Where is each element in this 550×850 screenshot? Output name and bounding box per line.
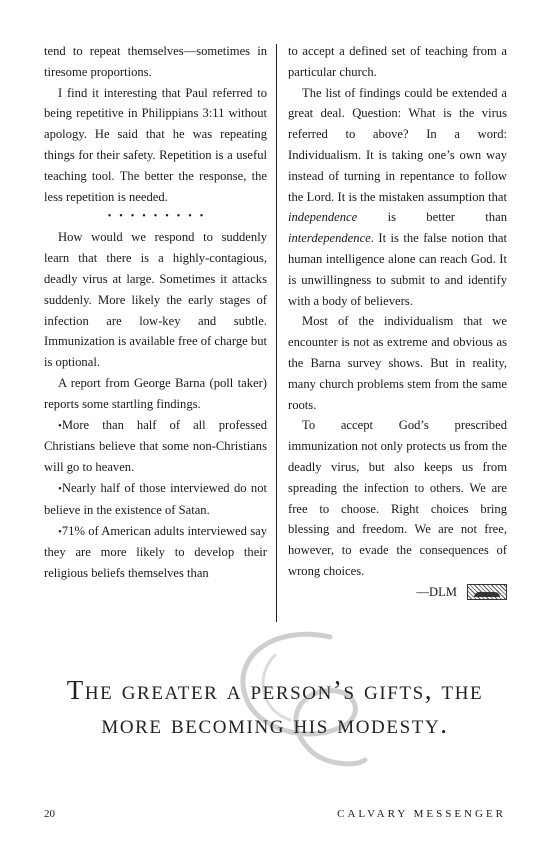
paragraph: How would we respond to suddenly learn that there is a highly-contagious, deadly virus at large. Sometimes it attacks suddenly. More likely the early stages of infection are low-key and subtle. Immunization is available free of charge but is optional. <box>44 230 267 370</box>
paragraph: to accept a defined set of teaching from a particular church. <box>288 44 507 79</box>
publisher-logo-icon <box>467 584 507 600</box>
paragraph-text: . It is the false notion that human intelligence alone can reach God. It is unwillingness to submit to and identify with a body of believers. <box>288 231 507 308</box>
paragraph: To accept God’s prescribed immunization not only protects us from the deadly virus, but also keeps us from spreading the infection to others. We are free to choose. Right choices bring blessing and freedom. We are not free, however, to evade the consequences of wrong choices. <box>288 418 507 578</box>
pull-quote <box>0 673 550 741</box>
bullet-item <box>44 478 267 521</box>
right-column <box>288 41 507 603</box>
paragraph-text: The list of findings could be extended a great deal. Question: What is the virus referred to above? In a word: Individualism. It is taking one’s own way instead of turning in repentance to follow the Lord. It is the mistaken assumption that <box>288 85 507 204</box>
paragraph: A report from George Barna (poll taker) reports some startling findings. <box>44 375 267 411</box>
paragraph: tend to repeat themselves—sometimes in tiresome proportions. <box>44 44 267 79</box>
column-divider <box>276 44 277 622</box>
bullet-icon: • <box>58 525 62 538</box>
paragraph: I find it interesting that Paul referred to being repetitive in Philippians 3:11 without apology. He said that he was repeating things for their safety. Repetition is a useful teaching tool. The better the response, the less repetition is needed. <box>44 85 267 204</box>
paragraph-text: is better than <box>357 210 507 225</box>
paragraph <box>288 83 507 312</box>
bullet-text: Nearly half of those interviewed do not believe in the existence of Satan. <box>44 480 267 517</box>
left-column <box>44 41 267 584</box>
bullet-item <box>44 521 267 584</box>
quote-line: more becoming his modesty. <box>101 709 449 739</box>
signature-row <box>288 582 507 603</box>
bullet-item <box>44 415 267 478</box>
bullet-icon: • <box>58 482 62 495</box>
emphasis-text: independence <box>288 210 358 225</box>
quote-line: The greater a person’s gifts, the <box>66 675 484 705</box>
emphasis-text: interdependence <box>288 231 371 246</box>
page-number: 20 <box>44 808 55 820</box>
section-separator-dots: ••••••••• <box>107 211 212 223</box>
bullet-icon: • <box>58 419 62 432</box>
author-signature: —DLM <box>416 584 457 599</box>
paragraph: Most of the individualism that we encounter is not as extreme and obvious as the Barna survey shows. But in reality, many church problems stem from the same roots. <box>288 314 507 412</box>
bullet-text: More than half of all professed Christians believe that some non-Christians will go to heaven. <box>44 417 267 475</box>
publication-title: CALVARY MESSENGER <box>337 808 506 820</box>
bullet-text: 71% of American adults interviewed say they are more likely to develop their religious beliefs themselves than <box>44 523 267 581</box>
